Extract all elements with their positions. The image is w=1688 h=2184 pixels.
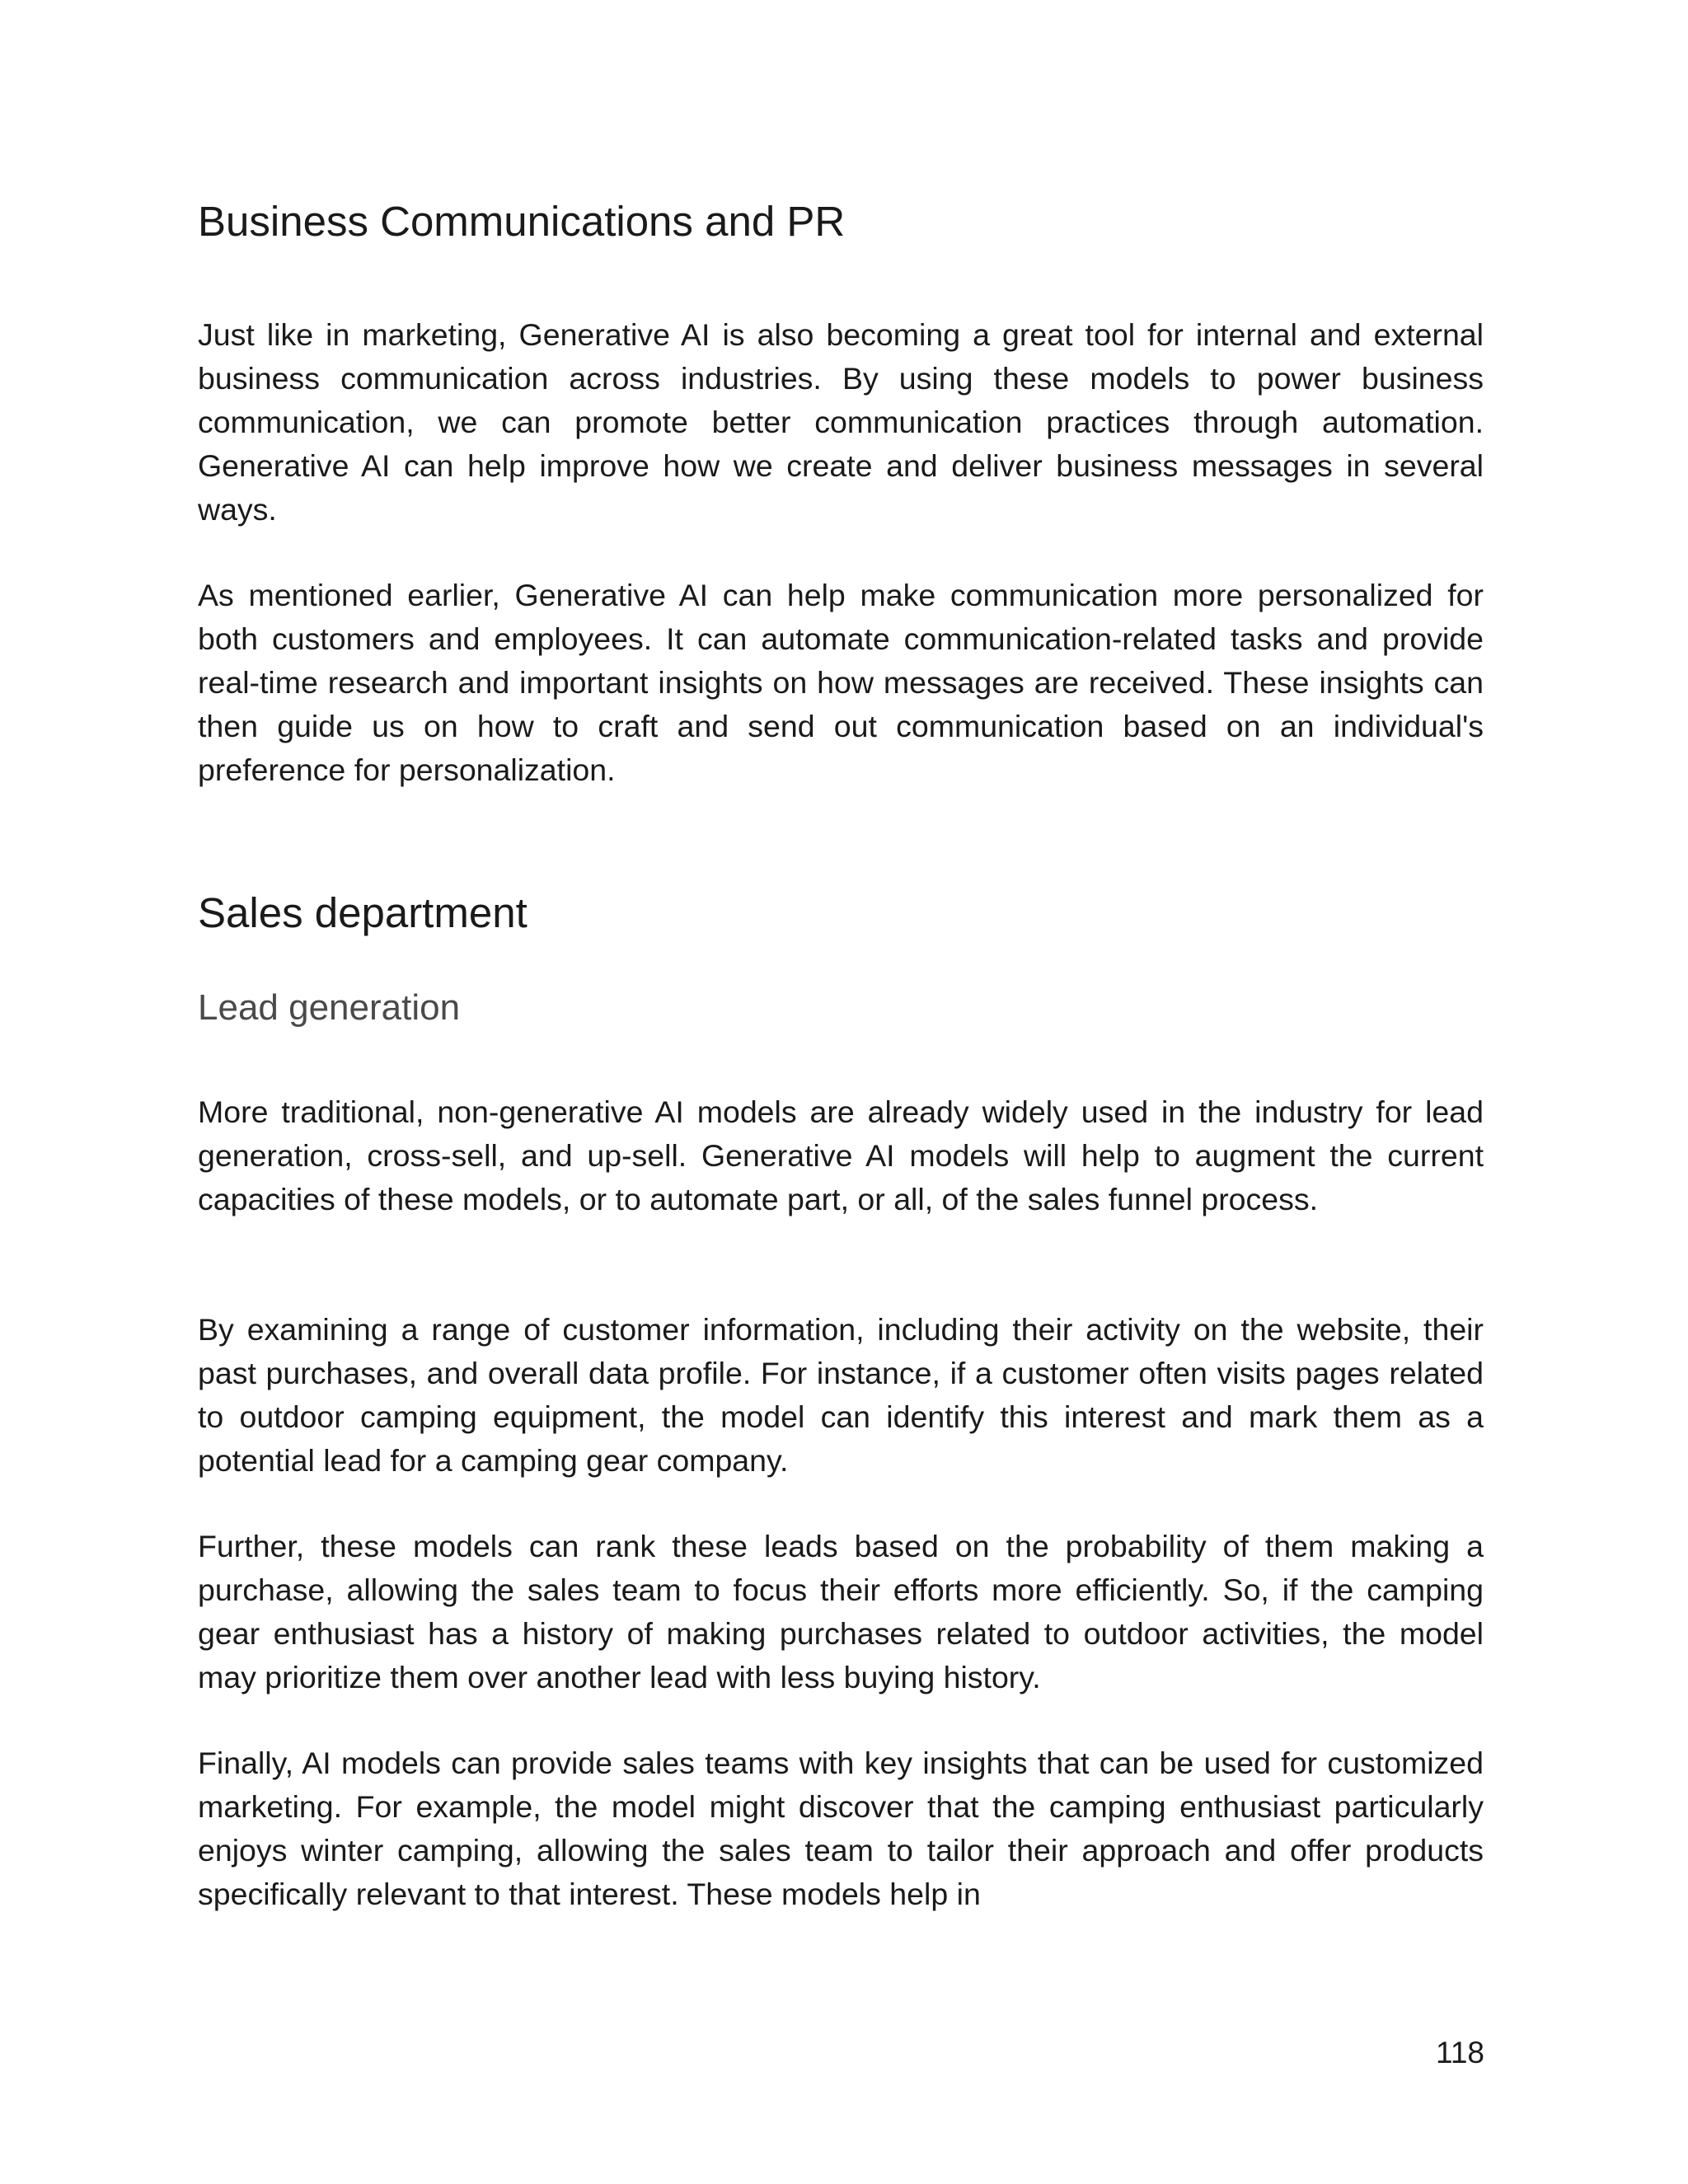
page-number: 118 [1436,2036,1484,2069]
paragraph-business-2: As mentioned earlier, Generative AI can help make communication more personalized for both customers and employees. It can automate communication-related tasks and provide real-time research and important insights on how messages are received. These insights can then guide us on how to craft and send out communication based on an individual's preference for personalization. [198,578,1484,787]
subsection-heading-lead-generation: Lead generation [198,987,461,1028]
paragraph-sales-3: Further, these models can rank these leads based on the probability of them making a purchase, allowing the sales team to focus their efforts more efficiently. So, if the camping gear enthusiast has a history of making purchases related to outdoor activities, the model may prioritize them over another lead with less buying history. [198,1529,1484,1694]
section-heading-business-communications: Business Communications and PR [198,198,846,245]
paragraph-business-1: Just like in marketing, Generative AI is also becoming a great tool for internal and external business communication across industries. By using these models to power business communication, we can promote better communication practices through automation. Generative AI can help improve how we create and deliver business messages in several ways. [198,317,1484,527]
paragraph-sales-4: Finally, AI models can provide sales teams with key insights that can be used for customized marketing. For example, the model might discover that the camping enthusiast particularly enjoys winter camping, allowing the sales team to tailor their approach and offer products specifically relevant to that interest. These models help in [198,1746,1484,1911]
paragraph-sales-2: By examining a range of customer information, including their activity on the website, their past purchases, and overall data profile. For instance, if a customer often visits pages related to outdoor camping equipment, the model can identify this interest and mark them as a potential lead for a camping gear company. [198,1312,1484,1478]
section-heading-sales-department: Sales department [198,889,528,936]
paragraph-sales-1: More traditional, non-generative AI models are already widely used in the industry for lead generation, cross-sell, and up-sell. Generative AI models will help to augment the current capacities of these models, or to automate part, or all, of the sales funnel process. [198,1094,1484,1216]
